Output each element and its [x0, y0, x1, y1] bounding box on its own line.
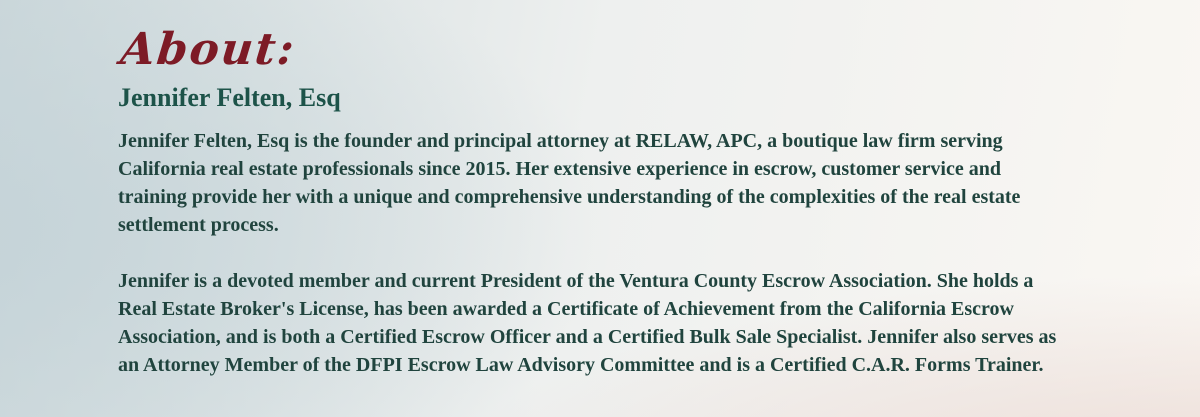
person-name-heading: Jennifer Felten, Esq	[118, 83, 341, 112]
about-content-column	[118, 22, 1066, 379]
section-script-title: About:	[118, 24, 299, 75]
bio-paragraph-2: Jennifer is a devoted member and current President of the Ventura County Escrow Association. She holds a Real Estate Broker's License, has been awarded a Certificate of Achievement from the California Escrow Association, and is both a Certified Escrow Officer and a Certified Bulk Sale Specialist. Jennifer also serves as an Attorney Member of the DFPI Escrow Law Advisory Committee and is a Certified C.A.R. Forms Trainer.	[118, 269, 1057, 376]
bio-paragraph-1: Jennifer Felten, Esq is the founder and principal attorney at RELAW, APC, a boutique law firm serving California real estate professionals since 2015. Her extensive experience in escrow, customer service and training provide her with a unique and comprehensive understanding of the complexities of the real estate settlement process.	[118, 129, 1021, 236]
